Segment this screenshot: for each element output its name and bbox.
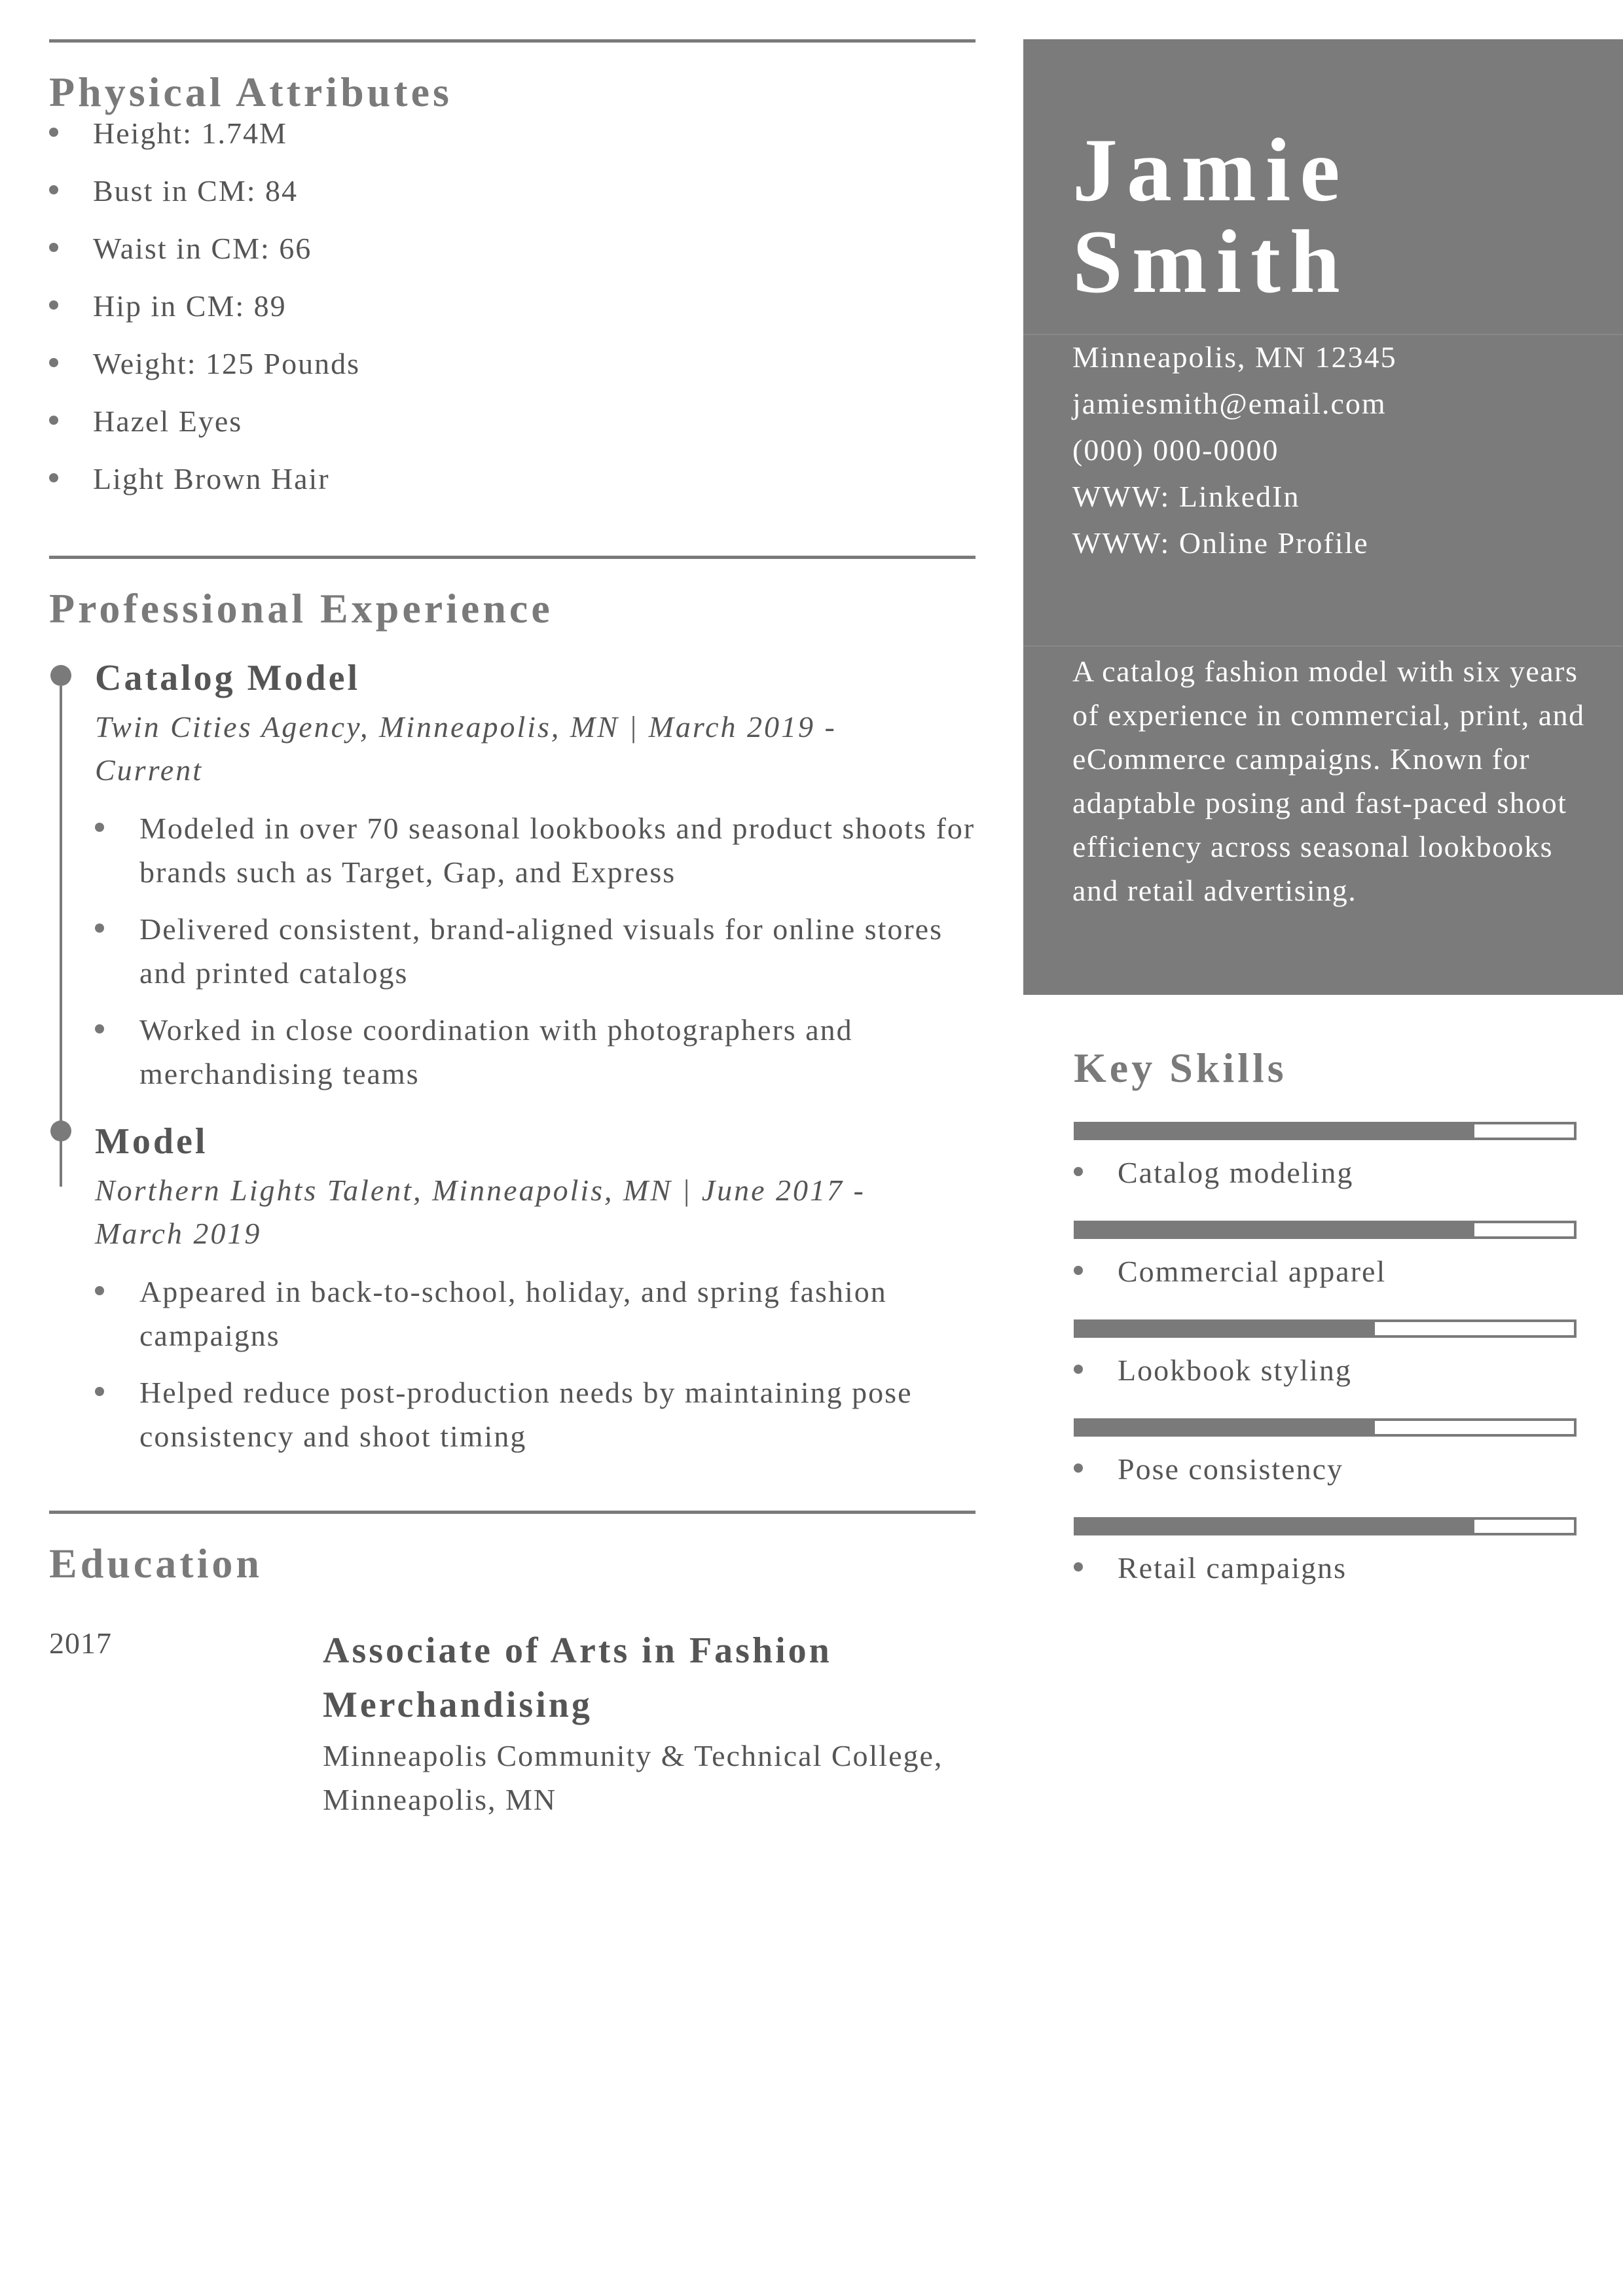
contact-email[interactable]: jamiesmith@email.com — [1072, 387, 1387, 420]
profile-summary: A catalog fashion model with six years of experience in commercial, print, and eCommerce campaigns. Known for adaptable posing and fast-paced shoot efficiency across seasonal lookbooks and retail advertising. — [1072, 655, 1585, 907]
job-entry — [49, 1123, 976, 1458]
list-item: Weight: 125 Pounds — [49, 344, 976, 401]
section-divider — [49, 39, 976, 43]
contact-info — [1072, 334, 1397, 566]
job-meta-line: March 2019 — [95, 1217, 262, 1250]
job-meta-line: Twin Cities Agency, Minneapolis, MN | March 2019 - — [95, 710, 837, 744]
contact-address: Minneapolis, MN 12345 — [1072, 340, 1397, 374]
list-item: Height: 1.74M — [49, 113, 976, 171]
skill-item — [1074, 1122, 1577, 1194]
list-item: Helped reduce post-production needs by maintaining pose consistency and shoot timing — [95, 1371, 976, 1458]
skill-level-fill — [1076, 1322, 1375, 1335]
skill-item — [1074, 1221, 1577, 1293]
job-meta — [95, 706, 976, 792]
list-item: Hazel Eyes — [49, 401, 976, 459]
list-item: Hip in CM: 89 — [49, 286, 976, 344]
job-meta — [95, 1169, 976, 1255]
candidate-name — [1072, 120, 1349, 312]
skill-level-bar — [1074, 1122, 1577, 1140]
skill-level-fill — [1076, 1223, 1474, 1236]
contact-phone[interactable]: (000) 000-0000 — [1072, 433, 1279, 467]
job-bullets — [95, 806, 976, 1096]
education-entry — [49, 1624, 976, 1821]
last-name: Smith — [1072, 211, 1349, 312]
timeline-dot — [50, 665, 71, 686]
skill-label: Pose consistency — [1074, 1448, 1577, 1491]
contact-profile-link[interactable]: WWW: Online Profile — [1072, 526, 1369, 560]
skill-level-bar — [1074, 1221, 1577, 1239]
key-skills — [1074, 1047, 1577, 1590]
contact-linkedin-link[interactable]: WWW: LinkedIn — [1072, 480, 1300, 513]
list-item: Bust in CM: 84 — [49, 171, 976, 228]
list-item: Modeled in over 70 seasonal lookbooks and product shoots for brands such as Target, Gap, and Express — [95, 806, 976, 894]
job-meta-line: Current — [95, 753, 203, 787]
skill-item — [1074, 1319, 1577, 1392]
panel-divider — [1023, 645, 1623, 647]
skill-label: Commercial apparel — [1074, 1250, 1577, 1293]
skill-level-bar — [1074, 1418, 1577, 1437]
education-year: 2017 — [49, 1626, 112, 1660]
skill-level-bar — [1074, 1319, 1577, 1338]
timeline-dot — [50, 1121, 71, 1141]
key-skills-heading: Key Skills — [1074, 1045, 1287, 1091]
skill-label: Lookbook styling — [1074, 1349, 1577, 1392]
physical-attributes-heading: Physical Attributes — [49, 69, 452, 115]
education-heading: Education — [49, 1540, 263, 1587]
job-entry — [49, 660, 976, 1096]
first-name: Jamie — [1072, 120, 1349, 220]
job-title: Model — [95, 1121, 208, 1162]
skill-level-bar — [1074, 1517, 1577, 1535]
skill-level-fill — [1076, 1124, 1474, 1138]
physical-attributes-list — [49, 113, 976, 516]
job-bullets — [95, 1270, 976, 1458]
list-item: Waist in CM: 66 — [49, 228, 976, 286]
skill-item — [1074, 1418, 1577, 1491]
skill-item — [1074, 1517, 1577, 1590]
skill-level-fill — [1076, 1520, 1474, 1533]
skill-label: Retail campaigns — [1074, 1547, 1577, 1590]
section-divider — [49, 1511, 976, 1514]
job-title: Catalog Model — [95, 658, 361, 698]
professional-experience-heading: Professional Experience — [49, 585, 553, 632]
list-item: Delivered consistent, brand-aligned visuals for online stores and printed catalogs — [95, 907, 976, 995]
skill-level-fill — [1076, 1421, 1375, 1434]
job-meta-line: Northern Lights Talent, Minneapolis, MN | June 2017 - — [95, 1174, 866, 1207]
experience-timeline — [49, 660, 976, 1458]
list-item: Light Brown Hair — [49, 459, 976, 516]
education-school: Minneapolis Community & Technical College, Minneapolis, MN — [323, 1739, 943, 1816]
list-item: Worked in close coordination with photographers and merchandising teams — [95, 1008, 976, 1096]
skill-label: Catalog modeling — [1074, 1151, 1577, 1194]
skill-list — [1074, 1122, 1577, 1590]
education-degree: Associate of Arts in Fashion Merchandising — [323, 1630, 832, 1725]
header-panel — [1023, 39, 1623, 995]
section-divider — [49, 556, 976, 559]
list-item: Appeared in back-to-school, holiday, and spring fashion campaigns — [95, 1270, 976, 1357]
left-column — [49, 39, 976, 1821]
